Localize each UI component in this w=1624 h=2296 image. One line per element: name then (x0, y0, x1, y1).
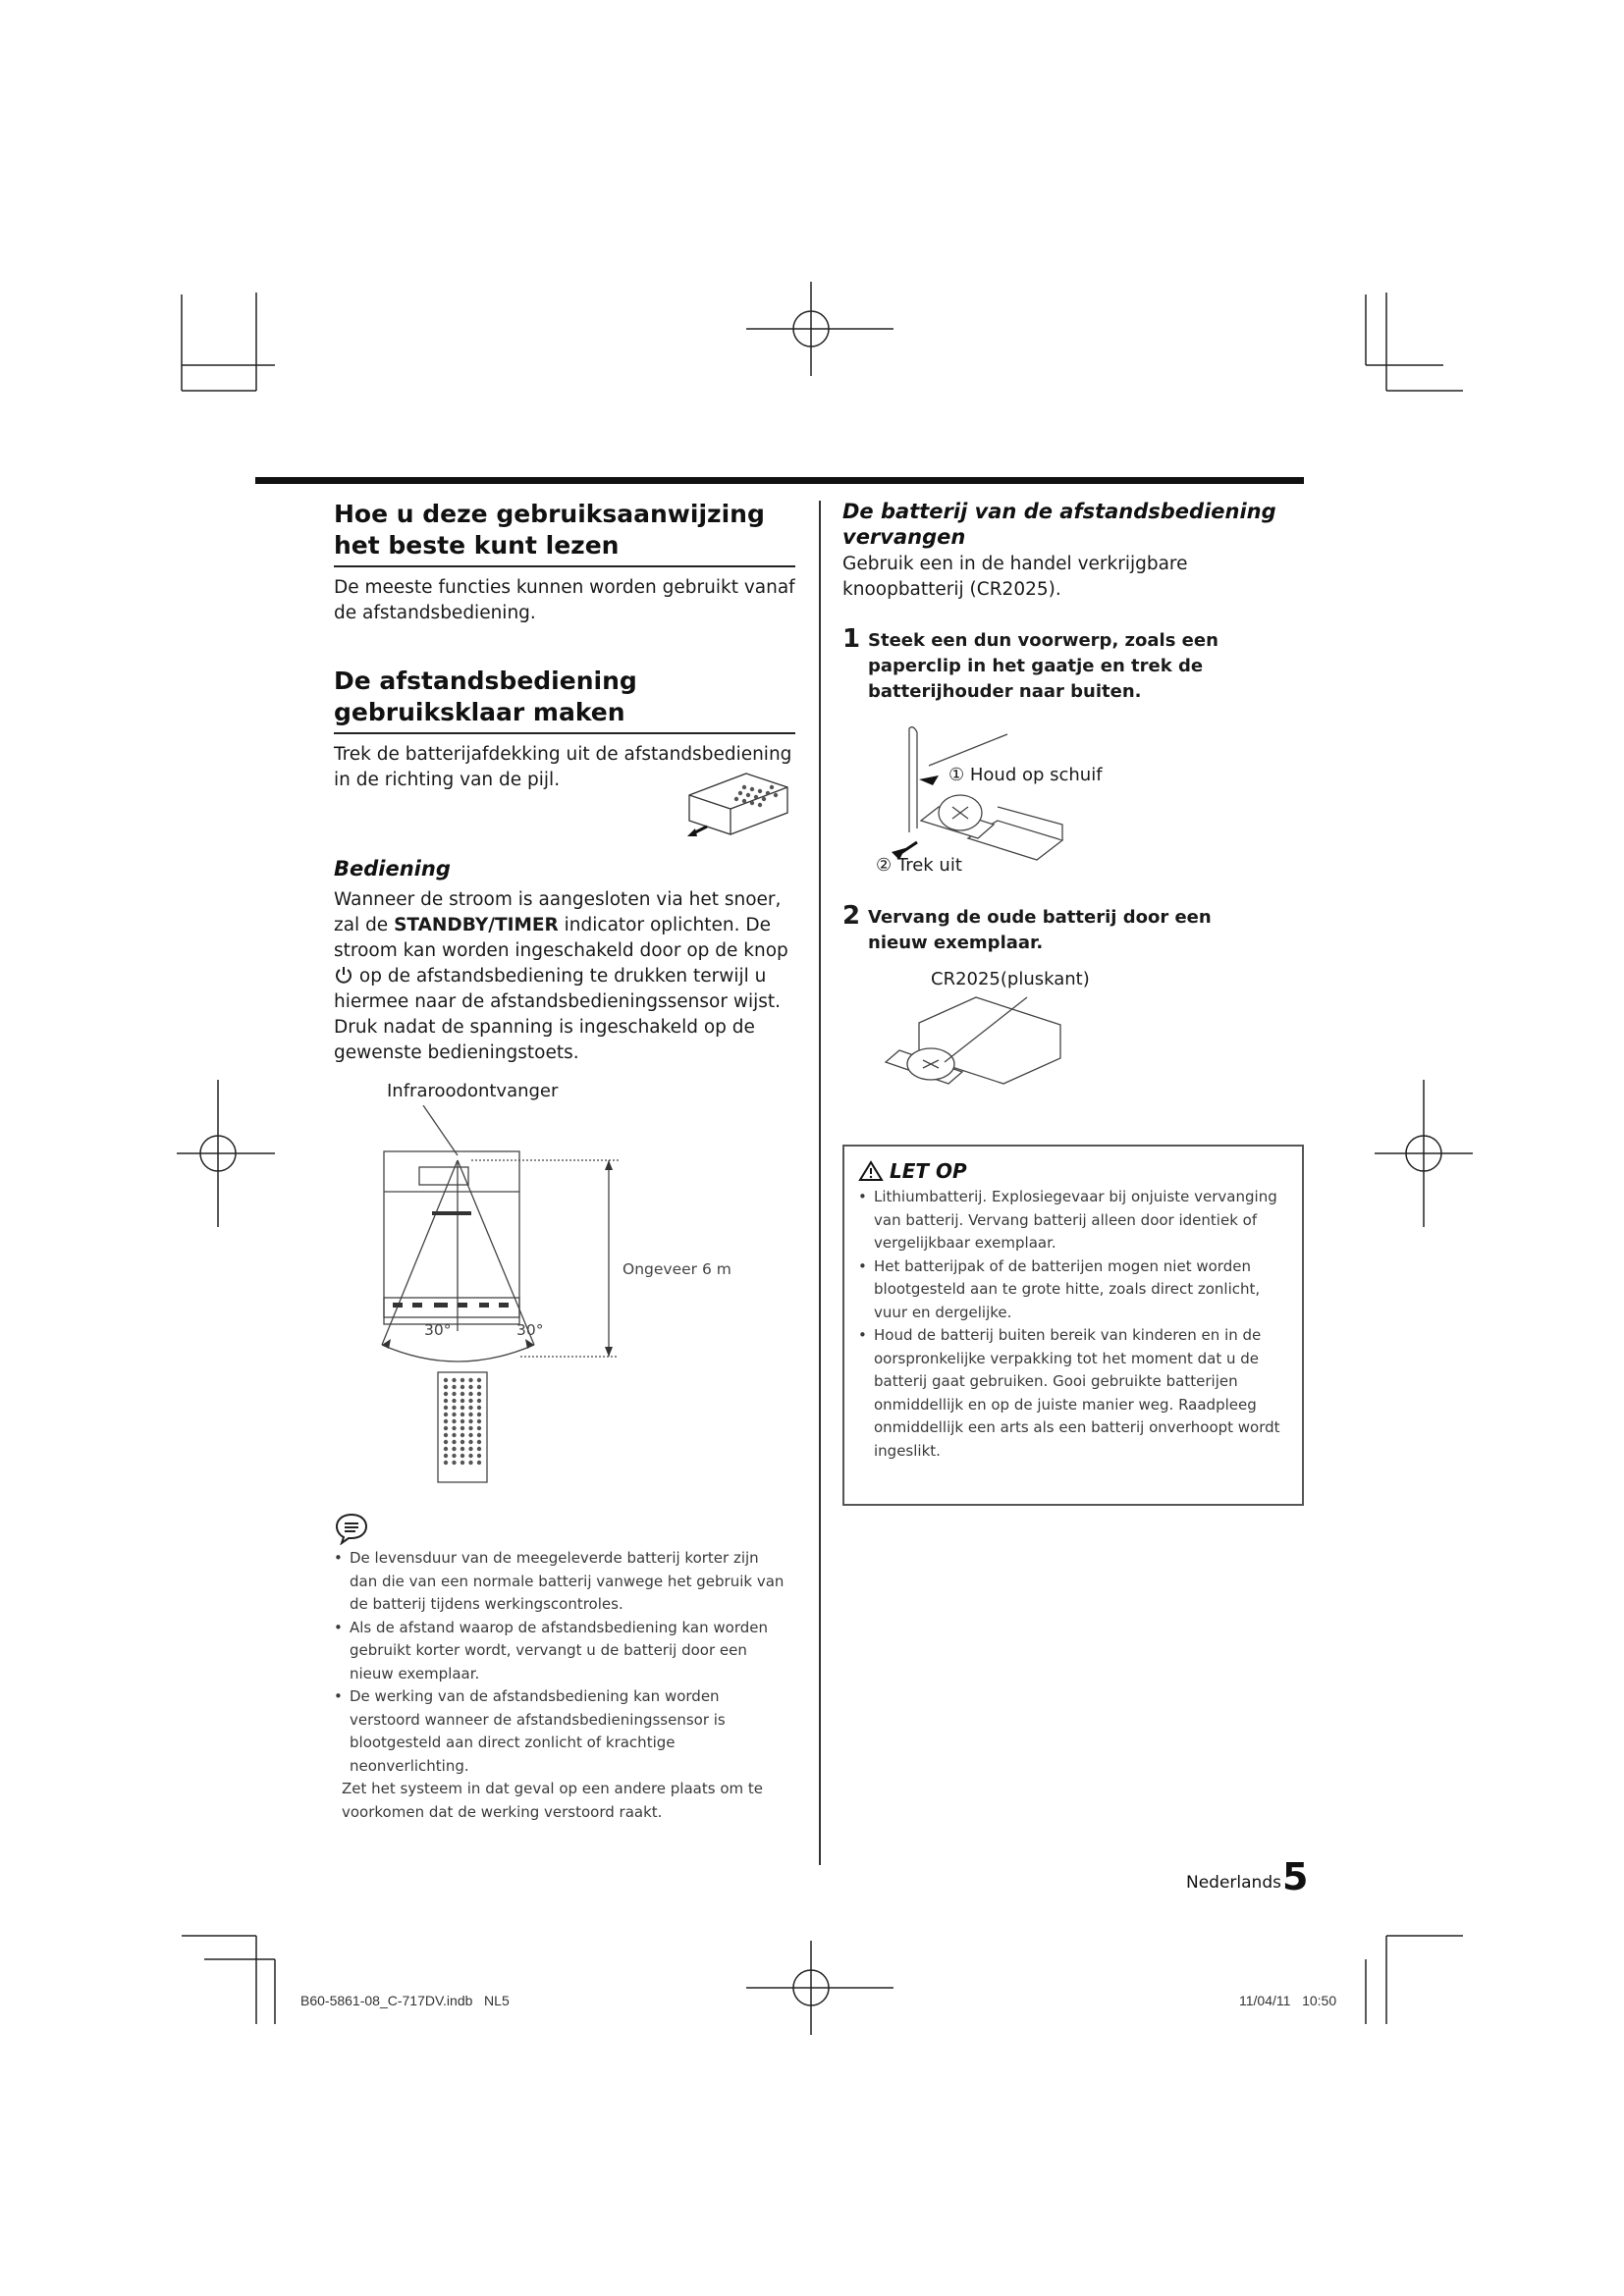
column-divider (819, 501, 821, 1865)
section-replace-battery (842, 499, 1304, 603)
angle-right-label: 30° (516, 1321, 544, 1339)
remote-button-dot (468, 1413, 472, 1416)
remote-button-dot (452, 1454, 456, 1458)
caution-box (842, 1145, 1304, 1506)
caution-heading-text: LET OP (890, 1159, 967, 1183)
remote-button-dot (452, 1461, 456, 1465)
remote-button-dot (460, 1419, 464, 1423)
print-slug-left: B60-5861-08_C-717DV.indb NL5 (300, 1993, 510, 2008)
remote-button-dot (477, 1447, 481, 1451)
remote-button-dot (477, 1433, 481, 1437)
angle-left-label: 30° (424, 1321, 452, 1339)
operation-text: Wanneer de stroom is aangesloten via het snoer, zal de STANDBY/TIMER indicator oplichten. De stroom kan worden ingeschakeld door op de knop op de afstandsbediening te drukken terwijl u hiermee naar de afstandsbedieningssensor wijst. Druk nadat de spanning is ingeschakeld op de gewenste bedieningstoets. (334, 889, 788, 1063)
step-2 (842, 901, 1274, 956)
remote-button-dot (477, 1419, 481, 1423)
remote-button-dot (444, 1378, 448, 1382)
remote-button-dot (460, 1413, 464, 1416)
notes-list (334, 1547, 785, 1778)
remote-button-dot (468, 1406, 472, 1410)
remote-button-dot (452, 1406, 456, 1410)
remote-button-dot (477, 1461, 481, 1465)
remote-button-dot (444, 1413, 448, 1416)
section-title: De afstandsbediening gebruiksklaar maken (334, 667, 637, 726)
remote-button-dot (460, 1385, 464, 1389)
remote-button-dot (444, 1461, 448, 1465)
remote-button-dot (477, 1413, 481, 1416)
remote-button-dot (452, 1413, 456, 1416)
registration-mark (746, 280, 893, 378)
registration-mark (746, 1939, 893, 2037)
remote-button-dot (460, 1433, 464, 1437)
step-number: 1 (842, 624, 861, 654)
power-icon (334, 965, 353, 985)
section-title: De batterij van de afstandsbediening vervangen (842, 500, 1276, 549)
remote-button-dot (477, 1406, 481, 1410)
remote-button-dot (444, 1440, 448, 1444)
remote-button-dot (452, 1447, 456, 1451)
remote-button-dot (452, 1419, 456, 1423)
remote-button-dot (452, 1378, 456, 1382)
remote-button-dot (460, 1392, 464, 1396)
remote-button-dot (460, 1447, 464, 1451)
remote-button-dot (460, 1440, 464, 1444)
remote-button-dot (444, 1433, 448, 1437)
remote-button-dot (477, 1378, 481, 1382)
caution-list (858, 1186, 1288, 1463)
remote-button-dot (460, 1454, 464, 1458)
remote-button-dot (468, 1461, 472, 1465)
fig1-label-hold: ① Houd op schuif (948, 765, 1103, 785)
remote-button-dot (452, 1426, 456, 1430)
page-number: 5 (1282, 1855, 1309, 1898)
remote-button-dot (468, 1433, 472, 1437)
remote-button-dot (444, 1447, 448, 1451)
notes-block (334, 1547, 785, 1824)
remote-button-dot (444, 1406, 448, 1410)
section-how-to-read (334, 499, 795, 626)
remote-button-dot (477, 1399, 481, 1403)
step-number: 2 (842, 901, 861, 931)
remote-button-dot (468, 1378, 472, 1382)
title-rule (334, 565, 795, 567)
caution-heading (858, 1158, 1288, 1184)
warning-icon (858, 1160, 884, 1182)
remote-button-dot (460, 1406, 464, 1410)
remote-button-dot (444, 1426, 448, 1430)
receiver-label: Infraroodontvanger (387, 1081, 559, 1101)
note-item: • De werking van de afstandsbediening kan worden verstoord wanneer de afstandsbedieningssensor is blootgesteld aan direct zonlicht of krachtige neonverlichting. (334, 1685, 785, 1778)
remote-button-dot (468, 1440, 472, 1444)
remote-button-dot (444, 1454, 448, 1458)
remote-button-dot (468, 1447, 472, 1451)
section-operation (334, 856, 795, 1066)
ir-range-diagram (373, 1105, 746, 1498)
remote-button-dot (452, 1392, 456, 1396)
remote-button-dot (444, 1419, 448, 1423)
remote-button-dot (477, 1440, 481, 1444)
section-body: De meeste functies kunnen worden gebruikt vanaf de afstandsbediening. (334, 577, 795, 623)
caution-item: • Lithiumbatterij. Explosiegevaar bij onjuiste vervanging van batterij. Vervang batterij alleen door identiek of vergelijkbaar exemplaar. (858, 1186, 1288, 1255)
caution-item: • Het batterijpak of de batterijen mogen niet worden blootgesteld aan te grote hitte, zoals direct zonlicht, vuur en dergelijke. (858, 1255, 1288, 1325)
distance-label: Ongeveer 6 m (623, 1260, 731, 1278)
remote-button-dot (460, 1461, 464, 1465)
remote-button-dot (452, 1440, 456, 1444)
remote-button-dot (468, 1392, 472, 1396)
header-rule (255, 477, 1304, 484)
battery-cover-illustration (681, 766, 791, 838)
remote-button-dot (460, 1378, 464, 1382)
remote-button-dot (468, 1399, 472, 1403)
remote-button-dot (468, 1419, 472, 1423)
remote-button-dot (444, 1399, 448, 1403)
remote-button-dot (452, 1399, 456, 1403)
fig2-label: CR2025(pluskant) (931, 969, 1090, 989)
note-tail: Zet het systeem in dat geval op een andere plaats om te voorkomen dat de werking verstoord raakt. (342, 1780, 764, 1821)
remote-button-dot (477, 1385, 481, 1389)
registration-mark (177, 1080, 275, 1227)
section-body (334, 887, 795, 1066)
registration-mark (1375, 1080, 1473, 1227)
step-text: Steek een dun voorwerp, zoals een paperclip in het gaatje en trek de batterijhouder naar buiten. (868, 630, 1218, 702)
battery-holder-illustration (870, 722, 1066, 870)
note-item: • Als de afstand waarop de afstandsbediening kan worden gebruikt korter wordt, vervangt u de batterij door een nieuw exemplaar. (334, 1617, 785, 1686)
footer-language: Nederlands (1186, 1873, 1281, 1893)
step-text: Vervang de oude batterij door een nieuw exemplaar. (868, 907, 1212, 953)
remote-button-dot (477, 1426, 481, 1430)
remote-button-dot (460, 1426, 464, 1430)
remote-button-dot (477, 1454, 481, 1458)
remote-button-dot (452, 1433, 456, 1437)
step-1 (842, 624, 1274, 705)
remote-button-dot (468, 1426, 472, 1430)
section-title: Bediening (334, 857, 451, 881)
note-item: • De levensduur van de meegeleverde batterij korter zijn dan die van een normale batterij vanwege het gebruik van de batterij tijdens werkingscontroles. (334, 1547, 785, 1617)
note-icon (334, 1512, 369, 1545)
remote-button-dot (444, 1385, 448, 1389)
remote-button-dot (452, 1385, 456, 1389)
remote-button-dot (444, 1392, 448, 1396)
caution-item: • Houd de batterij buiten bereik van kinderen en in de oorspronkelijke verpakking tot het moment dat u de batterij gaat gebruiken. Gooi gebruikte batterijen onmiddellijk en op de juiste manier weg. Raadpleeg onmiddellijk een arts als een batterij onverhoopt wordt ingeslikt. (858, 1324, 1288, 1463)
title-rule (334, 732, 795, 734)
fig1-label-pull: ② Trek uit (876, 855, 962, 876)
remote-button-dot (468, 1454, 472, 1458)
remote-button-dot (460, 1399, 464, 1403)
remote-button-dot (477, 1392, 481, 1396)
remote-button-dot (468, 1385, 472, 1389)
section-body: Trek de batterijafdekking uit de afstandsbediening in de richting van de pijl. (334, 744, 792, 790)
print-slug-right: 11/04/11 10:50 (1239, 1993, 1337, 2008)
section-intro: Gebruik een in de handel verkrijgbare knoopbatterij (CR2025). (842, 554, 1188, 600)
section-title: Hoe u deze gebruiksaanwijzing het beste kunt lezen (334, 500, 765, 560)
battery-insert-illustration (880, 993, 1066, 1101)
